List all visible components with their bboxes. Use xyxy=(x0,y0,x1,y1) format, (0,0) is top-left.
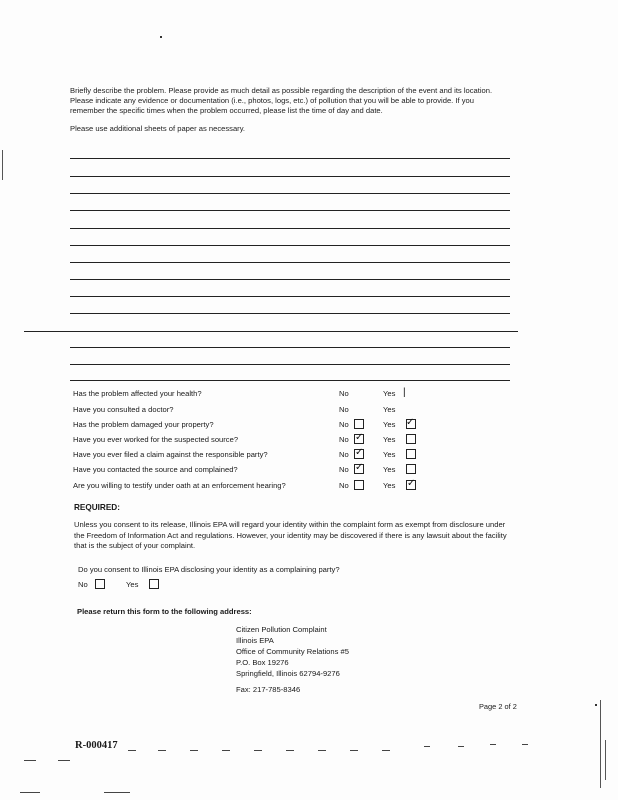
no-checkbox[interactable] xyxy=(354,480,364,490)
no-label: No xyxy=(339,435,349,444)
question-worked-for-source xyxy=(73,433,433,447)
ruled-line xyxy=(70,158,510,159)
no-label: No xyxy=(339,481,349,490)
mailing-address xyxy=(236,624,349,679)
scan-dash xyxy=(318,750,326,751)
consent-no-checkbox[interactable] xyxy=(95,579,105,589)
scan-dash xyxy=(458,746,464,747)
check-mark-icon: ✓ xyxy=(355,447,364,458)
ruled-line xyxy=(70,380,510,381)
no-label: No xyxy=(339,465,349,474)
consent-yes-label: Yes xyxy=(126,580,139,589)
question-text: Have you ever filed a claim against the responsible party? xyxy=(73,450,268,459)
scan-edge-mark xyxy=(600,700,601,788)
scan-dash xyxy=(286,750,294,751)
required-heading: REQUIRED: xyxy=(74,503,120,512)
check-mark-icon: ✓ xyxy=(355,462,364,473)
consent-no-label: No xyxy=(78,580,88,589)
ruled-line xyxy=(70,193,510,194)
question-text: Has the problem damaged your property? xyxy=(73,420,214,429)
scan-edge-mark xyxy=(2,150,3,180)
address-line: Illinois EPA xyxy=(236,636,274,645)
ruled-line xyxy=(70,296,510,297)
ruled-line xyxy=(70,176,510,177)
document-id: R-000417 xyxy=(75,740,118,751)
scan-dash xyxy=(58,760,70,761)
yes-checkbox[interactable] xyxy=(406,434,416,444)
yes-label: Yes xyxy=(383,481,396,490)
ruled-line xyxy=(70,262,510,263)
scan-speck xyxy=(160,36,162,38)
question-text: Has the problem affected your health? xyxy=(73,389,202,398)
fax-number: Fax: 217-785-8346 xyxy=(236,685,301,694)
ruled-line xyxy=(70,245,510,246)
yes-checkbox[interactable] xyxy=(406,464,416,474)
consent-question: Do you consent to Illinois EPA disclosing your identity as a complaining party? xyxy=(78,565,340,574)
scan-dash xyxy=(522,744,528,745)
yes-label: Yes xyxy=(383,435,396,444)
question-text: Are you willing to testify under oath at an enforcement hearing? xyxy=(73,481,286,490)
yes-label: Yes xyxy=(383,405,396,414)
instructions-paragraph: Briefly describe the problem. Please provide as much detail as possible regarding the description of the event and its location. Please indicate any evidence or documentation (i.e., photos, logs, etc.) of pollution that you will be able to provide. If you remember the specific times when the problem occurred, please list the time of day and date. xyxy=(70,86,493,115)
question-text: Have you contacted the source and complained? xyxy=(73,465,238,474)
consent-yes-checkbox[interactable] xyxy=(149,579,159,589)
scan-speck xyxy=(595,704,597,706)
question-health xyxy=(73,387,433,401)
address-line: P.O. Box 19276 xyxy=(236,658,289,667)
address-line: Office of Community Relations #5 xyxy=(236,647,349,656)
scan-dash xyxy=(350,750,358,751)
scan-dash xyxy=(490,744,496,745)
scan-dash xyxy=(424,746,430,747)
description-lines[interactable] xyxy=(70,150,516,382)
ruled-line xyxy=(70,313,510,314)
question-contacted-source xyxy=(73,463,433,477)
address-line: Citizen Pollution Complaint xyxy=(236,625,327,634)
no-label: No xyxy=(339,389,349,398)
handwritten-tick: | xyxy=(403,387,406,398)
yes-label: Yes xyxy=(383,465,396,474)
consent-options xyxy=(78,578,278,592)
scan-edge-mark xyxy=(605,740,606,780)
page-number: Page 2 of 2 xyxy=(479,702,517,711)
ruled-line xyxy=(70,347,510,348)
yes-label: Yes xyxy=(383,389,396,398)
question-text: Have you consulted a doctor? xyxy=(73,405,174,414)
scan-dash xyxy=(104,792,130,793)
scan-dash xyxy=(190,750,198,751)
scan-dash xyxy=(158,750,166,751)
required-notice: Unless you consent to its release, Illinois EPA will regard your identity within the complaint form as exempt from disclosure under the Freedom of Information Act and regulations. However, your identity may be discovered if there is any lawsuit about the facility that is the subject of your complaint. xyxy=(74,520,507,550)
return-heading: Please return this form to the following address: xyxy=(77,607,252,616)
ruled-line-extended xyxy=(24,331,518,332)
no-label: No xyxy=(339,420,349,429)
question-text: Have you ever worked for the suspected source? xyxy=(73,435,239,444)
yes-label: Yes xyxy=(383,420,396,429)
scan-dash xyxy=(382,750,390,751)
scan-dash xyxy=(222,750,230,751)
yes-label: Yes xyxy=(383,450,396,459)
yes-checkbox[interactable] xyxy=(406,449,416,459)
no-checkbox[interactable] xyxy=(354,419,364,429)
scan-dash xyxy=(20,792,40,793)
instructions xyxy=(70,86,510,142)
no-label: No xyxy=(339,405,349,414)
ruled-line xyxy=(70,364,510,365)
scan-dash xyxy=(24,760,36,761)
ruled-line xyxy=(70,210,510,211)
question-testify xyxy=(73,479,433,493)
additional-sheets-note: Please use additional sheets of paper as necessary. xyxy=(70,124,246,133)
check-mark-icon: ✓ xyxy=(407,478,416,489)
ruled-line xyxy=(70,279,510,280)
question-filed-claim xyxy=(73,448,433,462)
question-property xyxy=(73,418,433,432)
question-doctor xyxy=(73,403,433,417)
check-mark-icon: ✓ xyxy=(406,417,415,428)
ruled-line xyxy=(70,228,510,229)
address-line: Springfield, Illinois 62794-9276 xyxy=(236,669,340,678)
check-mark-icon: ✓ xyxy=(355,432,364,443)
no-label: No xyxy=(339,450,349,459)
scan-dash xyxy=(128,750,136,751)
scan-dash xyxy=(254,750,262,751)
